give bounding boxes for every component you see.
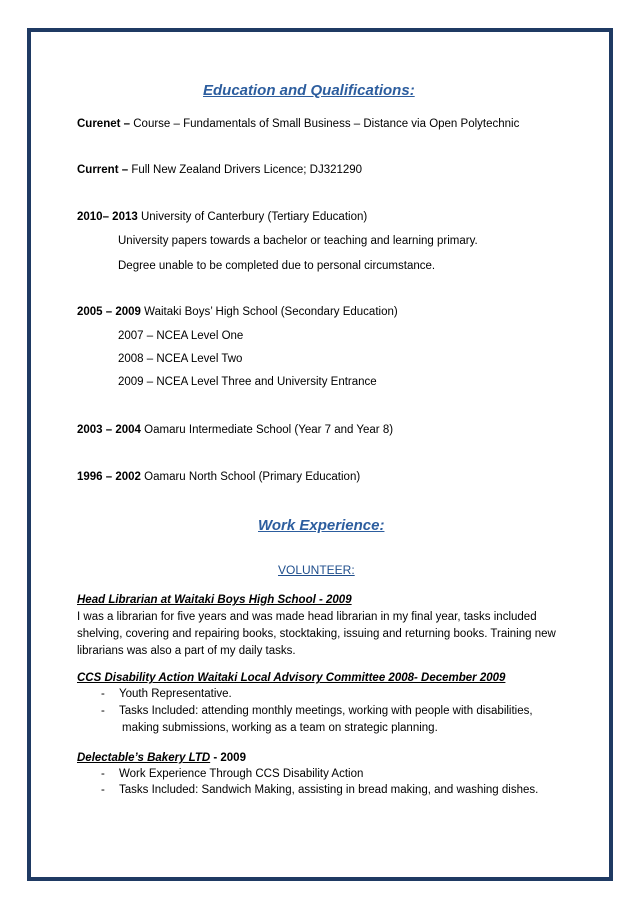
education-item-course: Curenet – Course – Fundamentals of Small Business – Distance via Open Polytechnic [77,118,520,130]
education-heading: Education and Qualifications: [203,82,415,99]
education-sub-line: 2007 – NCEA Level One [118,330,244,342]
bullet-continuation: making submissions, working as a team on strategic planning. [122,722,438,734]
bullet-item: - Tasks Included: attending monthly meetings, working with people with disabilities, [101,705,533,717]
bullet-item: - Work Experience Through CCS Disability Action [101,768,364,780]
education-sub-line: 2009 – NCEA Level Three and University Entrance [118,376,377,388]
education-item-university: 2010– 2013 University of Canterbury (Tertiary Education) [77,211,368,223]
bullet-item: - Youth Representative. [101,688,232,700]
education-sub-line: University papers towards a bachelor or teaching and learning primary. [118,235,478,247]
education-item-primary: 1996 – 2002 Oamaru North School (Primary Education) [77,471,361,483]
bullet-item: - Tasks Included: Sandwich Making, assisting in bread making, and washing dishes. [101,784,539,796]
job-title-line: Delectable’s Bakery LTD - 2009 [77,752,246,764]
education-sub-line: Degree unable to be completed due to personal circumstance. [118,260,436,272]
education-item-intermediate: 2003 – 2004 Oamaru Intermediate School (Year 7 and Year 8) [77,424,394,436]
education-item-licence: Current – Full New Zealand Drivers Licence; DJ321290 [77,164,363,176]
job-title: Head Librarian at Waitaki Boys High School - 2009 [77,594,352,606]
education-item-high-school: 2005 – 2009 Waitaki Boys’ High School (Secondary Education) [77,306,398,318]
volunteer-subheading: VOLUNTEER: [278,563,355,577]
job-title: CCS Disability Action Waitaki Local Advisory Committee 2008- December 2009 [77,672,506,684]
education-sub-line: 2008 – NCEA Level Two [118,353,243,365]
job-description: I was a librarian for five years and was made head librarian in my final year, tasks included shelving, covering and repairing books, stocktaking, issuing and returning books. Training new librarians was also a part of my daily tasks. [77,611,556,657]
work-heading: Work Experience: [258,517,385,534]
